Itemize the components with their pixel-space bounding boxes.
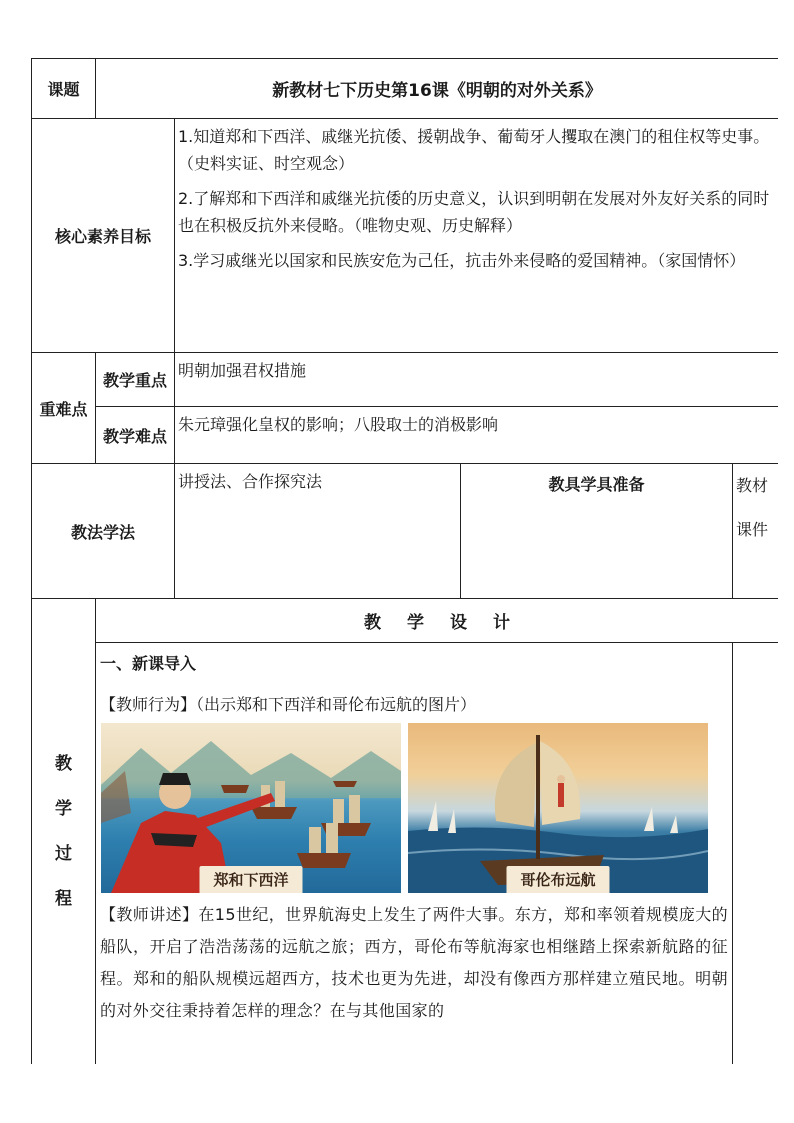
- section-title: 一、新课导入: [100, 654, 197, 673]
- core-goals-label: 核心素养目标: [32, 119, 175, 353]
- design-heading: 教学设计: [96, 599, 779, 643]
- tools-text: 教材课件: [733, 464, 779, 599]
- teacher-action: 【教师行为】（出示郑和下西洋和哥伦布远航的图片）: [100, 695, 477, 714]
- goal-item: 2.了解郑和下西洋和戚继光抗倭的历史意义，认识到明朝在发展对外友好关系的同时也在积极反抗外来侵略。（唯物史观、历史解释）: [178, 189, 770, 235]
- difficulty-label: 教学难点: [96, 407, 175, 464]
- image-caption: 哥伦布远航: [506, 866, 609, 893]
- process-label-text: 教学过程: [55, 753, 72, 909]
- method-label: 教法学法: [32, 464, 175, 599]
- method-text: 讲授法、合作探究法: [175, 464, 461, 599]
- topic-label: 课题: [32, 59, 96, 119]
- image-caption: 郑和下西洋: [199, 866, 302, 893]
- core-goals-list: [175, 119, 779, 353]
- tools-label: 教具学具准备: [461, 464, 733, 599]
- design-side-column: [733, 643, 779, 1065]
- columbus-voyage-image: [408, 723, 708, 893]
- focus-label: 教学重点: [96, 353, 175, 407]
- zheng-he-voyage-image: [101, 723, 401, 893]
- goal-item: 1.知道郑和下西洋、戚继光抗倭、援朝战争、葡萄牙人攫取在澳门的租住权等史事。（史料实证、时空观念）: [178, 127, 770, 173]
- topic-title: 新教材七下历史第16课《明朝的对外关系》: [96, 59, 779, 119]
- lesson-plan-page: [31, 58, 778, 1064]
- lesson-plan-table: [31, 58, 778, 1064]
- focus-text: 明朝加强君权措施: [175, 353, 779, 407]
- process-label: [32, 599, 96, 1065]
- intro-images: [101, 723, 728, 893]
- key-points-label: 重难点: [32, 353, 96, 464]
- teacher-talk: 【教师讲述】在15世纪，世界航海史上发生了两件大事。东方，郑和率领着规模庞大的船队，开启了浩浩荡荡的远航之旅；西方，哥伦布等航海家也相继踏上探索新航路的征程。郑和的船队规模远超西方，技术也更为先进，却没有像西方那样建立殖民地。明朝的对外交往秉持着怎样的理念？在与其他国家的: [100, 905, 728, 1020]
- difficulty-text: 朱元璋强化皇权的影响；八股取士的消极影响: [175, 407, 779, 464]
- design-body: [96, 643, 733, 1065]
- goal-item: 3.学习戚继光以国家和民族安危为己任，抗击外来侵略的爱国精神。（家国情怀）: [178, 251, 746, 270]
